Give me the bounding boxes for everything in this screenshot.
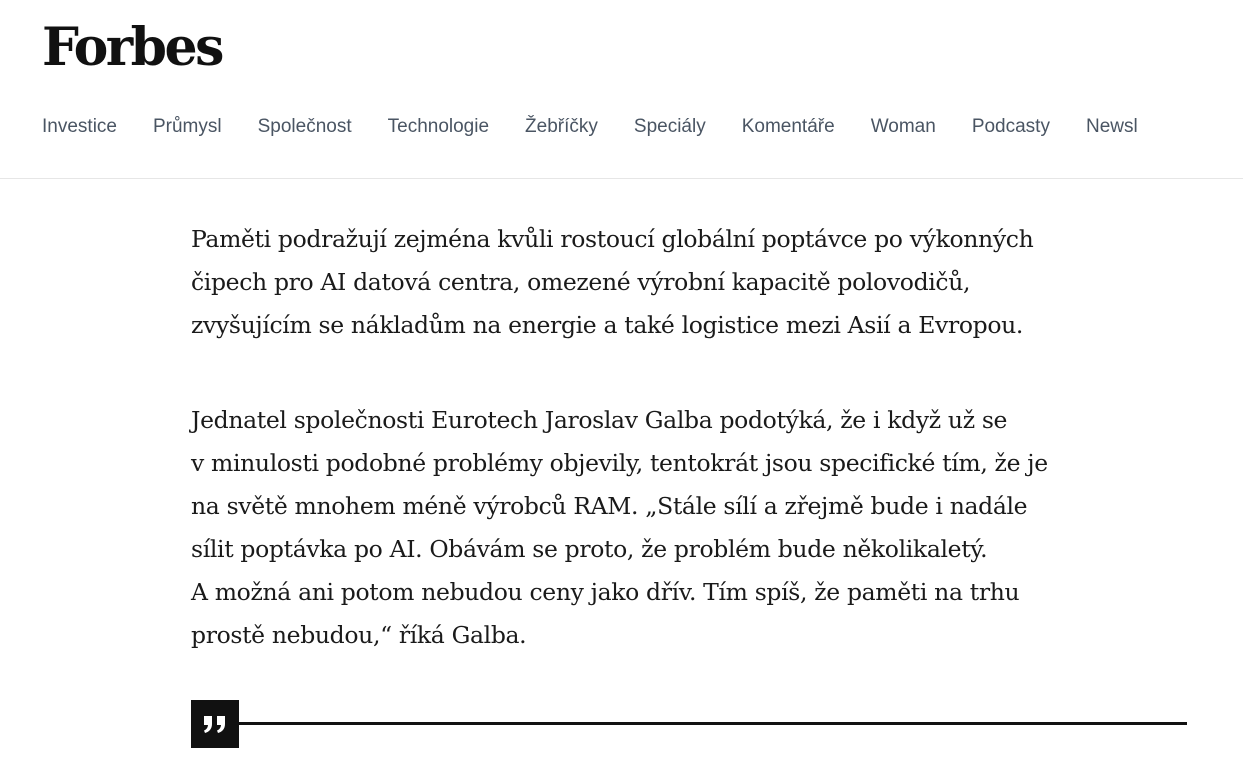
paragraph-line: čipech pro AI datová centra, omezené výrobní kapacitě polovodičů, [191,268,971,296]
article-body [191,218,1151,709]
paragraph-line: na světě mnohem méně výrobců RAM. „Stále sílí a zřejmě bude i nadále [191,492,1028,520]
paragraph-line: prostě nebudou,“ říká Galba. [191,621,527,649]
article-paragraph [191,218,1151,347]
nav-item-technologie[interactable]: Technologie [387,116,490,137]
main-navigation [42,114,1243,140]
nav-item-woman[interactable]: Woman [870,116,936,137]
nav-item-specialy[interactable]: Speciály [633,116,706,137]
paragraph-line: v minulosti podobné problémy objevily, tentokrát jsou specifické tím, že je [191,449,1048,477]
paragraph-line: sílit poptávka po AI. Obávám se proto, že problém bude několikaletý. [191,535,988,563]
paragraph-line: A možná ani potom nebudou ceny jako dřív. Tím spíš, že paměti na trhu [191,578,1020,606]
paragraph-line: Paměti podražují zejména kvůli rostoucí globální poptávce po výkonných [191,225,1034,253]
paragraph-line: Jednatel společnosti Eurotech Jaroslav Galba podotýká, že i když už se [191,406,1008,434]
nav-item-newsletter[interactable]: Newsl [1085,116,1138,137]
quote-divider-line [239,722,1187,725]
forbes-logo[interactable]: Forbes [42,17,222,78]
quote-glyph-icon [202,713,228,735]
nav-item-zebricky[interactable]: Žebříčky [525,116,598,137]
nav-item-spolecnost[interactable]: Společnost [257,116,352,137]
site-header [0,0,1243,179]
nav-item-investice[interactable]: Investice [42,116,117,137]
nav-item-podcasty[interactable]: Podcasty [971,116,1050,137]
nav-item-prumysl[interactable]: Průmysl [152,116,222,137]
pull-quote-divider [191,700,1187,748]
article-paragraph [191,399,1151,657]
paragraph-line: zvyšujícím se nákladům na energie a také logistice mezi Asií a Evropou. [191,311,1024,339]
quote-icon [191,700,239,748]
nav-item-komentare[interactable]: Komentáře [741,116,835,137]
